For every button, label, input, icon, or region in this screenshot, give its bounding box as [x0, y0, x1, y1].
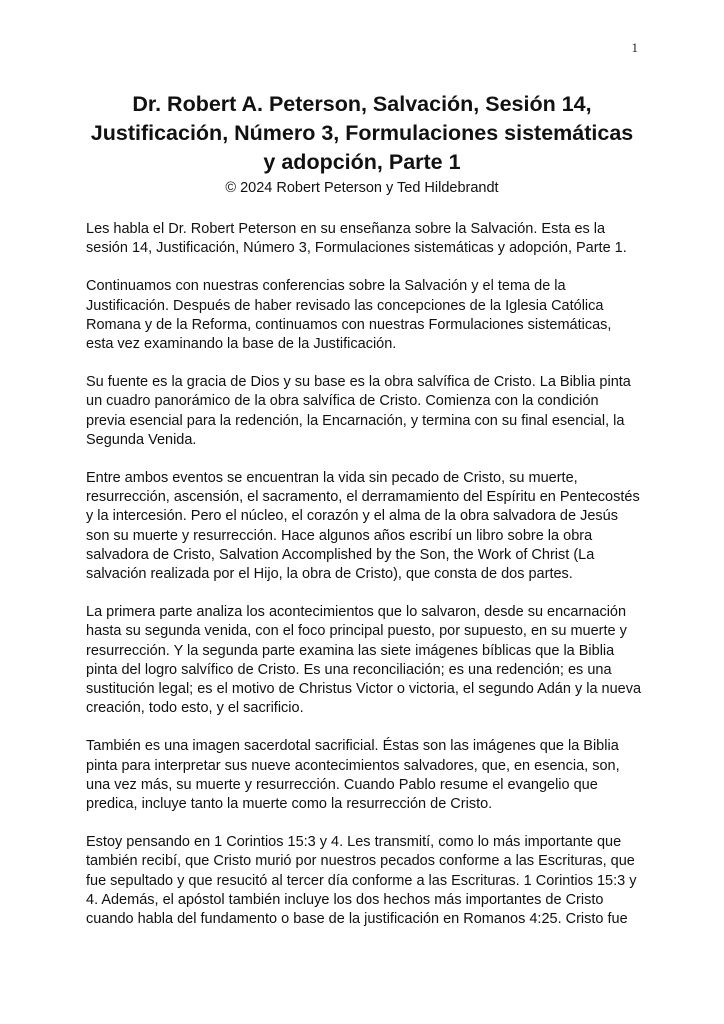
paragraph: Su fuente es la gracia de Dios y su base es la obra salvífica de Cristo. La Biblia pinta un cuadro panorámico de la obra salvífica de Cristo. Comienza con la condición previa esencial para la redención, la Encarnación, y termina con su final esencial, la Segunda Venida. [86, 374, 631, 448]
document-body [86, 220, 642, 948]
paragraph: Les habla el Dr. Robert Peterson en su enseñanza sobre la Salvación. Esta es la sesión 14, Justificación, Número 3, Formulaciones sistemáticas y adopción, Parte 1. [86, 221, 627, 257]
paragraph: Continuamos con nuestras conferencias sobre la Salvación y el tema de la Justificación. Después de haber revisado las concepciones de la Iglesia Católica Romana y de la Reforma, continuamos con nuestras Formulaciones sistemáticas, esta vez examinando la base de la Justificación. [86, 278, 612, 353]
paragraph: Estoy pensando en 1 Corintios 15:3 y 4. Les transmití, como lo más importante que también recibí, que Cristo murió por nuestros pecados conforme a las Escrituras, que fue sepultado y que resucitó al tercer día conforme a las Escrituras. 1 Corintios 15:3 y 4. Además, el apóstol también incluye los dos hechos más importantes de Cristo cuando habla del fundamento o base de la justificación en Romanos 4:25. Cristo fue [86, 834, 637, 928]
paragraph: La primera parte analiza los acontecimientos que lo salvaron, desde su encarnación hasta su segunda venida, con el foco principal puesto, por supuesto, en su muerte y resurrección. Y la segunda parte examina las siete imágenes bíblicas que la Biblia pinta del logro salvífico de Cristo. Es una reconciliación; es una redención; es una sustitución legal; es el motivo de Christus Victor o victoria, el segundo Adán y la nueva creación, todo esto, y el sacrificio. [86, 604, 642, 717]
paragraph: También es una imagen sacerdotal sacrificial. Éstas son las imágenes que la Biblia pinta para interpretar sus nueve acontecimientos salvadores, que, en esencia, son, una vez más, su muerte y resurrección. Cuando Pablo resume el evangelio que predica, incluye tanto la muerte como la resurrección de Cristo. [86, 738, 620, 813]
paragraph: Entre ambos eventos se encuentran la vida sin pecado de Cristo, su muerte, resurrección, ascensión, el sacramento, el derramamiento del Espíritu en Pentecostés y la intercesión. Pero el núcleo, el corazón y el alma de la obra salvadora de Jesús son su muerte y resurrección. Hace algunos años escribí un libro sobre la obra salvadora de Cristo, Salvation Accomplished by the Son, the Work of Christ (La salvación realizada por el Hijo, la obra de Cristo), que consta de dos partes. [86, 470, 640, 583]
page-number: 1 [631, 40, 638, 55]
copyright-line: © 2024 Robert Peterson y Ted Hildebrandt [225, 180, 499, 196]
document-title: Dr. Robert A. Peterson, Salvación, Sesión 14, Justificación, Número 3, Formulaciones sistemáticas y adopción, Parte 1 [90, 92, 634, 174]
